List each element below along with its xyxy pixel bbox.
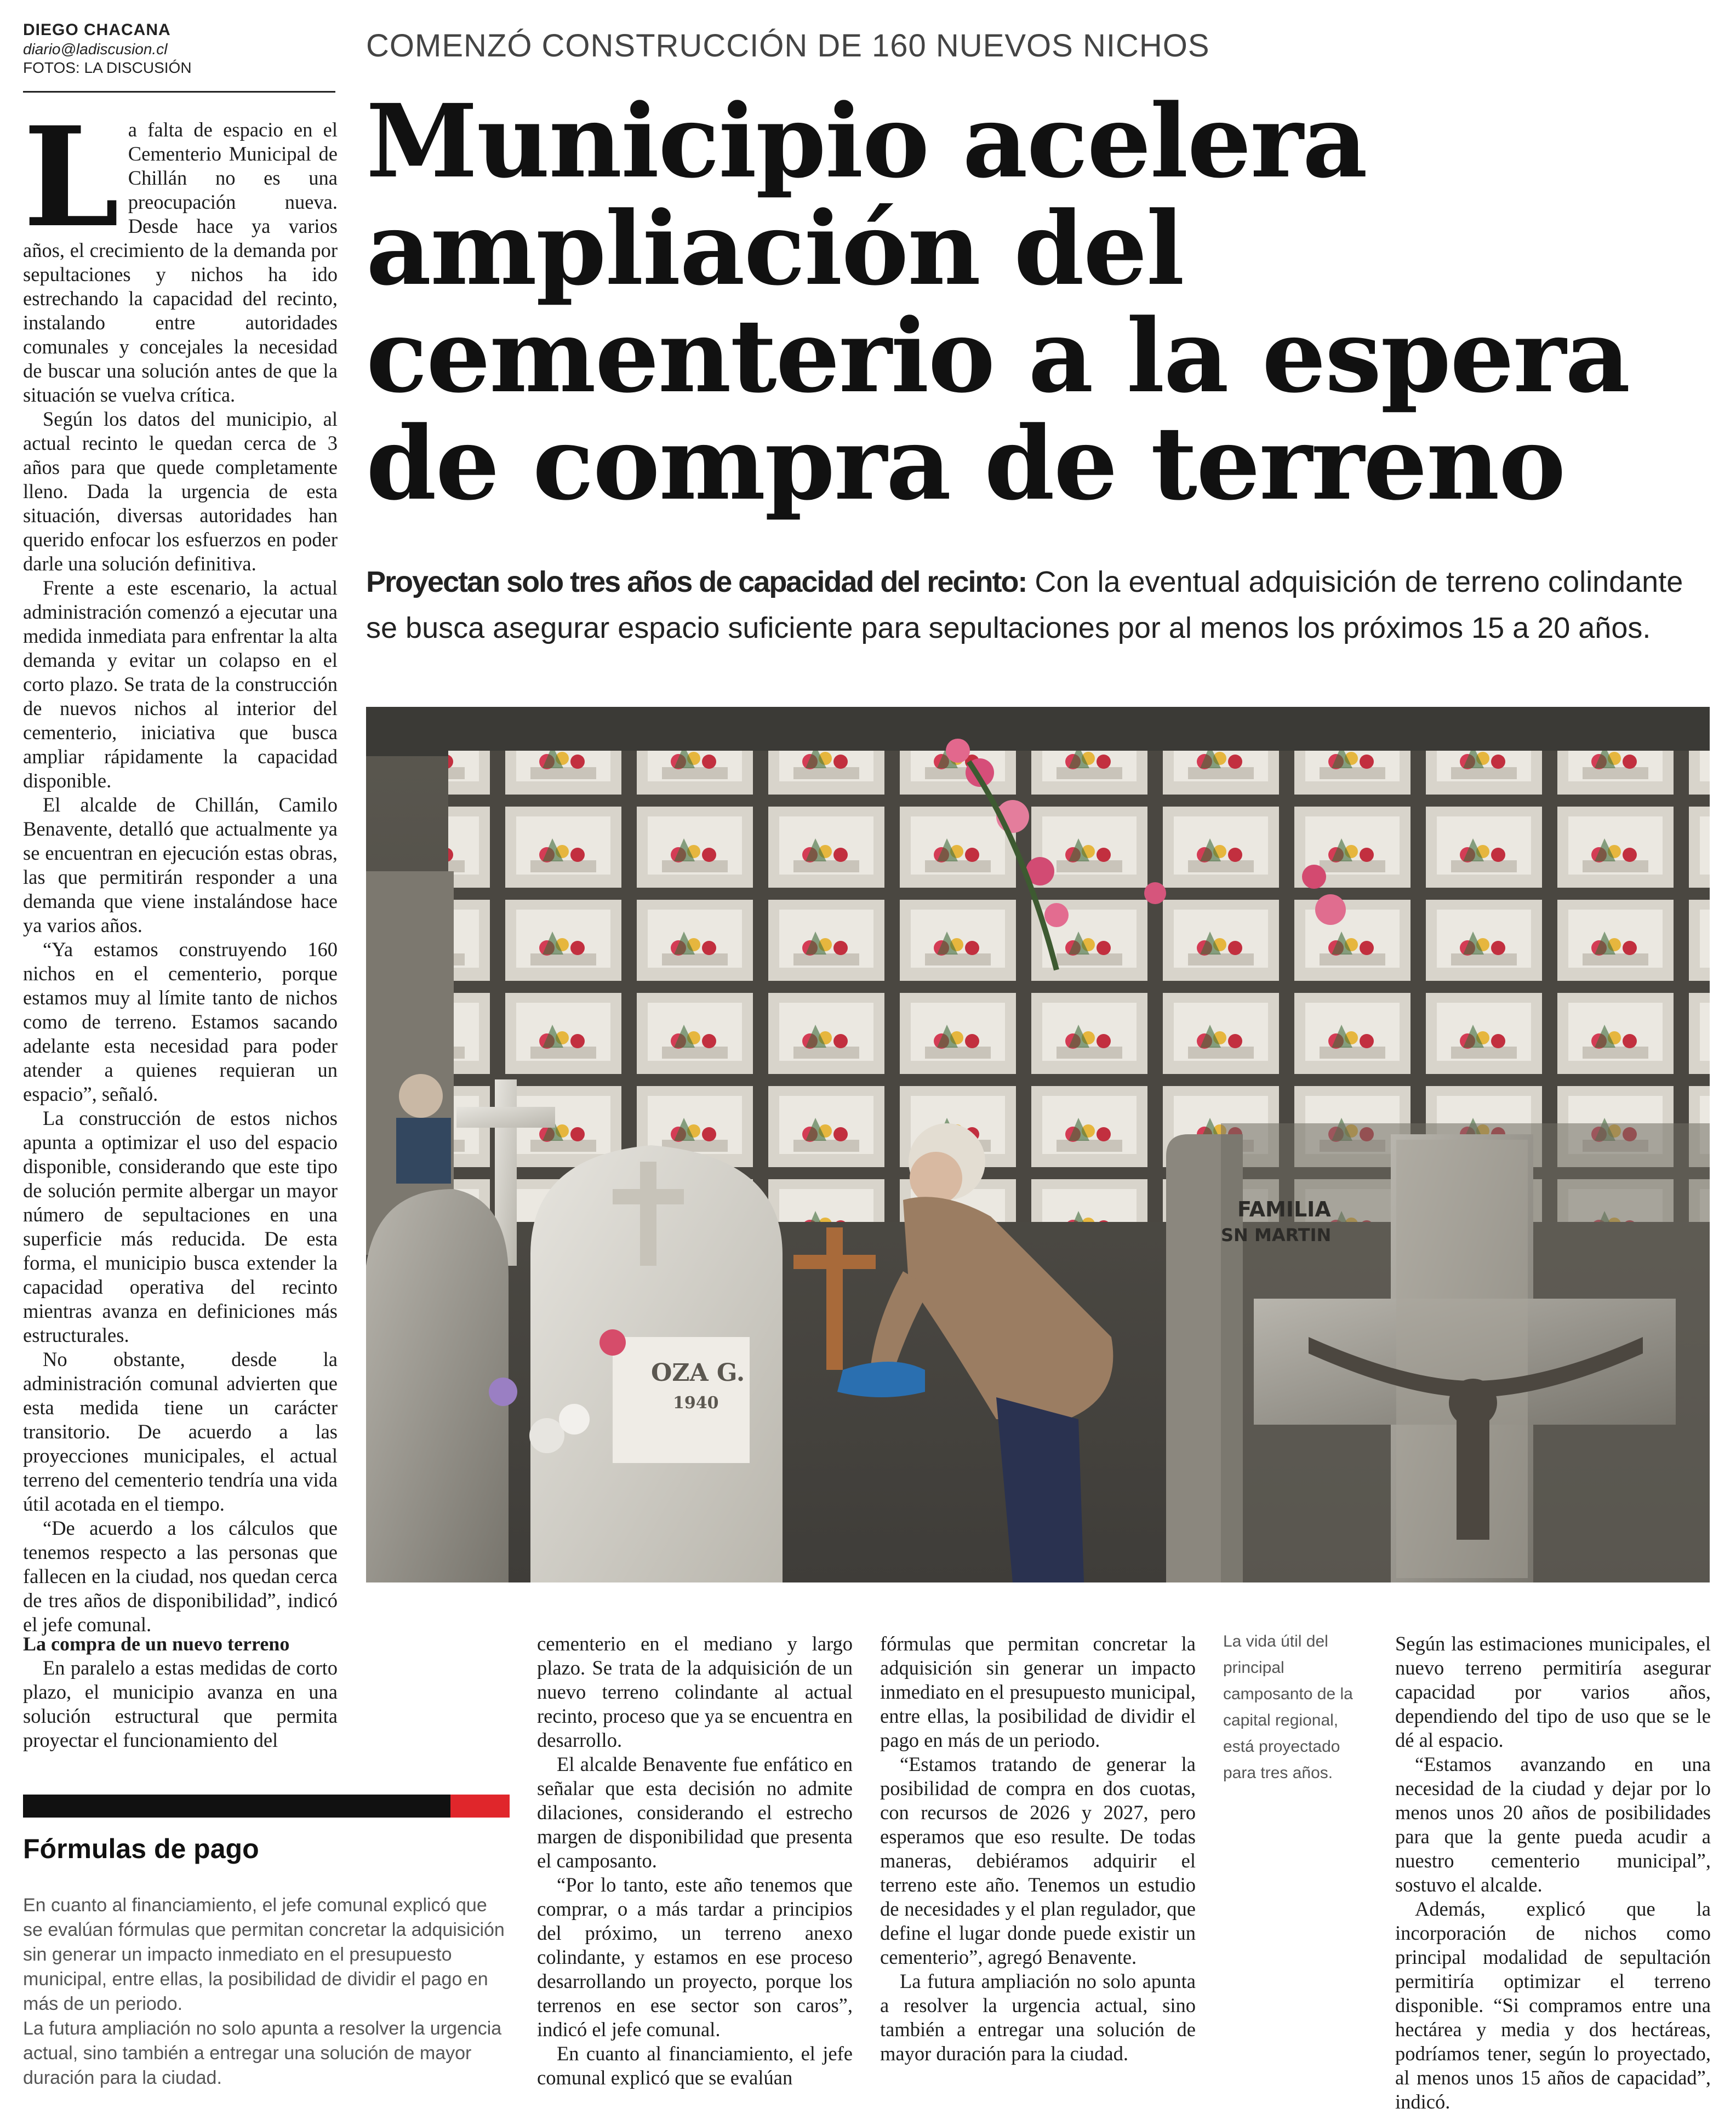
cemetery-photo-illustration: [366, 707, 1710, 1582]
drop-cap: L: [23, 96, 119, 258]
box-text: [23, 1893, 511, 2090]
article-column-3: [880, 1632, 1196, 2066]
article-paragraph: Según los datos del municipio, al actual recinto le quedan cerca de 3 años para que quede completamente lleno. Dada la urgencia de esta situación, diversas autoridades han querido enfocar los esfuerzos en poder darle una solución definitiva.: [23, 408, 338, 575]
article-paragraph: [23, 96, 338, 407]
article-paragraph: fórmulas que permitan concretar la adquisición sin generar un impacto inmediato en el presupuesto municipal, entre ellas, la posibilidad de dividir el pago en más de un periodo.: [880, 1632, 1196, 1751]
article-column-1: [23, 96, 338, 1637]
photo-credit: FOTOS: LA DISCUSIÓN: [23, 59, 192, 76]
article-paragraph: El alcalde Benavente fue enfático en señalar que esta decisión no admite dilaciones, considerando el estrecho margen de disponibilidad que presenta el camposanto.: [537, 1753, 853, 1872]
cemetery-photo: [366, 707, 1710, 1582]
box-paragraph: En cuanto al financiamiento, el jefe comunal explicó que se evalúan fórmulas que permitan concretar la adquisición sin generar un impacto inmediato en el presupuesto municipal, entre ellas, la posibilidad de dividir el pago en más de un periodo.: [23, 1895, 505, 2014]
author-name: DIEGO CHACANA: [23, 21, 171, 39]
photo-caption: La vida útil del principal camposanto de la capital regional, está proyectado para tres años.: [1223, 1632, 1353, 1782]
box-paragraph: La futura ampliación no solo apunta a resolver la urgencia actual, sino también a entregar una solución de mayor duración para la ciudad.: [23, 2018, 502, 2088]
headline: [366, 82, 1714, 523]
article-paragraph: Además, explicó que la incorporación de nichos como principal modalidad de sepultación permitiría optimizar el terreno disponible. “Si compramos entre una hectárea y media y dos hectáreas, podríamos tener, según lo proyectado, al menos unos 15 años de capacidad”, indicó.: [1395, 1898, 1711, 2113]
article-paragraph: En paralelo a estas medidas de corto plazo, el municipio avanza en una solución estructural que permita proyectar el funcionamiento del: [23, 1656, 338, 1751]
niche-inscription: FAMILIA: [1237, 1197, 1331, 1221]
article-paragraph: El alcalde de Chillán, Camilo Benavente, detalló que actualmente ya se encuentran en ejecución estas obras, las que permitirán responder a una demanda que viene instalándose hace ya varios años.: [23, 793, 338, 936]
author-email[interactable]: diario@ladiscusion.cl: [23, 41, 168, 58]
article-paragraph: Según las estimaciones municipales, el nuevo terreno permitiría asegurar capacidad por varios años, dependiendo del tipo de uso que se le dé al espacio.: [1395, 1632, 1711, 1751]
grave-year: 1940: [673, 1393, 719, 1413]
article-column-5: [1395, 1632, 1711, 2114]
paragraph-text: a falta de espacio en el Cementerio Municipal de Chillán no es una preocupación nueva. Desde hace ya varios años, el crecimiento de la demanda por sepultaciones y nichos ha ido estrechando la capacidad del recinto, instalando entre autoridades comunales y concejales la necesidad de buscar una solución antes de que la situación se vuelva crítica.: [23, 118, 338, 406]
article-column-2: [537, 1632, 853, 2090]
article-paragraph: “De acuerdo a los cálculos que tenemos respecto a las personas que fallecen en la ciudad, nos quedan cerca de tres años de disponibilidad”, indicó el jefe comunal.: [23, 1517, 338, 1636]
article-paragraph: “Por lo tanto, este año tenemos que comprar, o a más tardar a principios del próximo, un terreno anexo colindante, y estamos en ese proceso desarrollando un proyecto, porque los terrenos en ese sector son caros”, indicó el jefe comunal.: [537, 1873, 853, 2041]
article-paragraph: No obstante, desde la administración comunal advierten que esta medida tiene un carácter transitorio. De acuerdo a las proyecciones municipales, el actual terreno del cementerio tendría una vida útil acotada en el tiempo.: [23, 1348, 338, 1515]
article-paragraph: Frente a este escenario, la actual administración comenzó a ejecutar una medida inmediata para enfrentar la alta demanda y evitar un colapso en el corto plazo. Se trata de la construcción de nuevos nichos al interior del cementerio, iniciativa que busca ampliar rápidamente la capacidad disponible.: [23, 576, 338, 792]
article-paragraph: La futura ampliación no solo apunta a resolver la urgencia actual, sino también a entregar una solución de mayor duración para la ciudad.: [880, 1970, 1196, 2065]
subheadline-lead: Proyectan solo tres años de capacidad del recinto:: [366, 565, 1027, 598]
article-paragraph: La construcción de estos nichos apunta a optimizar el uso del espacio disponible, considerando que este tipo de solución permite albergar un mayor número de sepultaciones en una superficie más reducida. De esta forma, el municipio busca extender la capacidad operativa del recinto mientras avanza en definiciones más estructurales.: [23, 1107, 338, 1346]
byline: [23, 21, 341, 77]
article-column-1-bottom: [23, 1632, 338, 1752]
subheadline: [366, 559, 1714, 651]
section-subtitle: La compra de un nuevo terreno: [23, 1633, 290, 1655]
article-paragraph: “Estamos tratando de generar la posibilidad de compra en dos cuotas, con recursos de 2026 y 2027, pero esperamos que eso resulte. De todas maneras, debiéramos adquirir el terreno este año. Tenemos un estudio de necesidades y el plan regulador, que define el lugar donde puede existir un cementerio”, agregó Benavente.: [880, 1753, 1196, 1968]
article-paragraph: “Estamos avanzando en una necesidad de la ciudad y dejar por lo menos unos 20 años de posibilidades para que la gente pueda acudir a nuestro cementerio municipal”, sostuvo el alcalde.: [1395, 1753, 1711, 1896]
box-header-bar: [23, 1795, 450, 1818]
box-title: Fórmulas de pago: [23, 1833, 259, 1864]
box-accent-bar: [450, 1795, 510, 1818]
article-paragraph: En cuanto al financiamiento, el jefe comunal explicó que se evalúan: [537, 2042, 853, 2089]
niche-inscription: SN MARTIN: [1221, 1225, 1332, 1245]
headline-line: de compra de terreno: [366, 404, 1565, 523]
grave-text: OZA G.: [651, 1359, 745, 1387]
subheadline-text: Con la eventual adquisición de terreno colindante se busca asegurar espacio suficiente para sepultaciones por al menos los próximos 15 a 20 años.: [366, 565, 1683, 644]
headline-line: Municipio acelera: [366, 82, 1367, 201]
byline-divider: [23, 91, 335, 93]
headline-line: ampliación del: [366, 190, 1184, 308]
article-paragraph: cementerio en el mediano y largo plazo. Se trata de la adquisición de un nuevo terreno colindante al actual recinto, proceso que ya se encuentra en desarrollo.: [537, 1632, 853, 1751]
headline-line: cementerio a la espera: [366, 297, 1630, 415]
kicker: COMENZÓ CONSTRUCCIÓN DE 160 NUEVOS NICHOS: [366, 28, 1210, 64]
article-paragraph: “Ya estamos construyendo 160 nichos en el cementerio, porque estamos muy al límite tanto de nichos como de terreno. Estamos sacando adelante esta necesidad para poder atender a quienes requieran un espacio”, señaló.: [23, 938, 338, 1105]
